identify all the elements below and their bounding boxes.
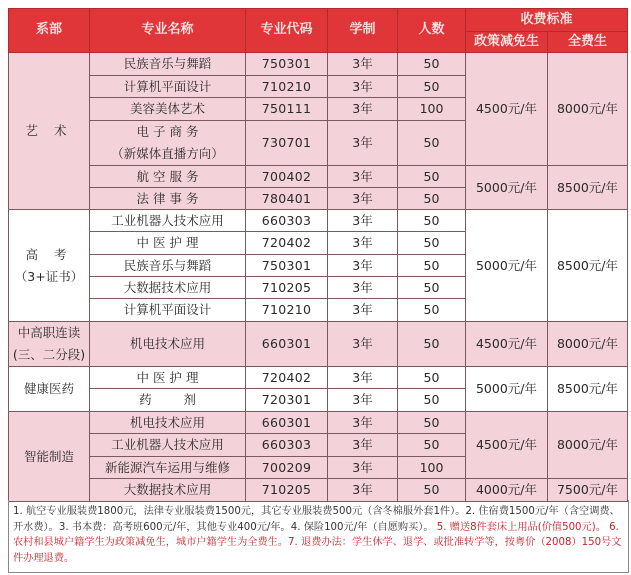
major-cell: 美容美体艺术 (90, 98, 246, 121)
count-cell: 50 (398, 53, 466, 76)
dept-label: 高 考 (25, 246, 73, 262)
code-cell: 750301 (246, 53, 328, 76)
duration-cell: 3年 (328, 412, 398, 434)
count-cell: 50 (398, 322, 466, 367)
count-cell: 50 (398, 479, 466, 502)
table-row (9, 166, 628, 188)
fee-full-cell: 8500元/年 (548, 166, 628, 210)
major-cell: 中 医 护 理 (90, 232, 246, 255)
major-cell: 计算机平面设计 (90, 299, 246, 322)
major-cell: 新能源汽车运用与维修 (90, 457, 246, 479)
major-cell: 工业机器人技术应用 (90, 434, 246, 457)
major-cell: 药 剂 (90, 389, 246, 412)
duration-cell: 3年 (328, 479, 398, 502)
duration-cell: 3年 (328, 166, 398, 188)
notes-policy-refund: 6. 农村和县城户籍学生为政策减免生，城市户籍学生为全费生。7. 退费办法：学生休学、退学、或批准转学等，按粤价（2008）150号文件办理退费。 (13, 521, 622, 564)
count-cell: 50 (398, 232, 466, 255)
code-cell: 710205 (246, 479, 328, 502)
fee-policy-cell: 4500元/年 (466, 412, 548, 479)
count-cell: 50 (398, 255, 466, 277)
code-cell: 720301 (246, 389, 328, 412)
notes-bedding: 5. 赠送8件套床上用品(价值500元)。 (436, 521, 606, 533)
count-cell: 50 (398, 188, 466, 210)
fee-full-cell: 7500元/年 (548, 479, 628, 502)
fee-policy-cell: 5000元/年 (466, 166, 548, 210)
fee-policy-cell: 4500元/年 (466, 322, 548, 367)
dept-sublabel: (三、二分段) (12, 347, 86, 362)
count-cell: 100 (398, 457, 466, 479)
major-cell: 中 医 护 理 (90, 367, 246, 389)
code-cell: 750301 (246, 255, 328, 277)
dept-cell (9, 322, 90, 367)
code-cell: 660301 (246, 322, 328, 367)
duration-cell: 3年 (328, 277, 398, 299)
count-cell: 50 (398, 210, 466, 232)
fee-full-cell: 8000元/年 (548, 412, 628, 479)
duration-cell: 3年 (328, 389, 398, 412)
code-cell: 720402 (246, 232, 328, 255)
major-cell: 计算机平面设计 (90, 76, 246, 98)
fee-full-cell: 8500元/年 (548, 367, 628, 412)
major-cell: 航 空 服 务 (90, 166, 246, 188)
count-cell: 50 (398, 277, 466, 299)
major-cell: 工业机器人技术应用 (90, 210, 246, 232)
dept-cell (9, 53, 90, 210)
duration-cell: 3年 (328, 255, 398, 277)
header-code: 专业代码 (246, 9, 328, 53)
code-cell: 660303 (246, 434, 328, 457)
dept-label: 中高职连读 (17, 325, 81, 340)
major-cell: 机电技术应用 (90, 322, 246, 367)
fee-policy-cell: 4000元/年 (466, 479, 548, 502)
major-cell: 民族音乐与舞蹈 (90, 53, 246, 76)
code-cell: 700209 (246, 457, 328, 479)
duration-cell: 3年 (328, 434, 398, 457)
code-cell: 710210 (246, 299, 328, 322)
duration-cell: 3年 (328, 367, 398, 389)
fee-full-cell: 8500元/年 (548, 210, 628, 322)
count-cell: 50 (398, 412, 466, 434)
header-duration: 学制 (328, 9, 398, 53)
code-cell: 660303 (246, 210, 328, 232)
count-cell: 50 (398, 389, 466, 412)
header-fee-group: 收费标准 (466, 9, 628, 32)
table-row (9, 367, 628, 389)
table-row (9, 322, 628, 367)
header-fee-policy: 政策减免生 (466, 32, 548, 53)
count-cell: 50 (398, 76, 466, 98)
major-label: 电 子 商 务 (136, 124, 199, 139)
count-cell: 50 (398, 299, 466, 322)
dept-cell (9, 210, 90, 322)
count-cell: 100 (398, 98, 466, 121)
major-cell: 大数据技术应用 (90, 277, 246, 299)
duration-cell: 3年 (328, 299, 398, 322)
duration-cell: 3年 (328, 121, 398, 166)
duration-cell: 3年 (328, 457, 398, 479)
code-cell: 700402 (246, 166, 328, 188)
count-cell: 50 (398, 367, 466, 389)
major-cell: 法 律 事 务 (90, 188, 246, 210)
fee-notes (8, 500, 629, 573)
header-dept: 系部 (9, 9, 90, 53)
header-major: 专业名称 (90, 9, 246, 53)
notes-general: 1. 航空专业服装费1800元，法律专业服装费1500元，其它专业服装费500元（含冬棉服外套1件）。2. 住宿费1500元/年（含空调费、开水费）。3. 书本费：高考班600元/年，其他专业400元/年。4. 保险100元/年（自愿购买）。 (13, 506, 620, 533)
duration-cell: 3年 (328, 210, 398, 232)
fee-table (8, 8, 628, 502)
fee-full-cell: 8000元/年 (548, 53, 628, 166)
table-row (9, 53, 628, 76)
major-sublabel: （新媒体直播方向） (111, 146, 224, 161)
table-row (9, 479, 628, 502)
dept-cell: 智能制造 (9, 412, 90, 502)
fee-policy-cell: 5000元/年 (466, 367, 548, 412)
header-count: 人数 (398, 9, 466, 53)
dept-cell: 健康医药 (9, 367, 90, 412)
code-cell: 660301 (246, 412, 328, 434)
fee-full-cell: 8000元/年 (548, 322, 628, 367)
code-cell: 710210 (246, 76, 328, 98)
code-cell: 720402 (246, 367, 328, 389)
table-row (9, 412, 628, 434)
duration-cell: 3年 (328, 188, 398, 210)
code-cell: 750111 (246, 98, 328, 121)
dept-label: 艺 术 (25, 123, 73, 139)
fee-policy-cell: 5000元/年 (466, 210, 548, 322)
code-cell: 730701 (246, 121, 328, 166)
duration-cell: 3年 (328, 76, 398, 98)
count-cell: 50 (398, 434, 466, 457)
table-row (9, 210, 628, 232)
major-cell: 机电技术应用 (90, 412, 246, 434)
duration-cell: 3年 (328, 322, 398, 367)
fee-policy-cell: 4500元/年 (466, 53, 548, 166)
major-cell (90, 121, 246, 166)
count-cell: 50 (398, 166, 466, 188)
major-cell: 民族音乐与舞蹈 (90, 255, 246, 277)
dept-sublabel: （3+证书） (14, 268, 84, 284)
major-cell: 大数据技术应用 (90, 479, 246, 502)
duration-cell: 3年 (328, 53, 398, 76)
count-cell: 50 (398, 121, 466, 166)
code-cell: 780401 (246, 188, 328, 210)
duration-cell: 3年 (328, 98, 398, 121)
header-fee-full: 全费生 (548, 32, 628, 53)
code-cell: 710205 (246, 277, 328, 299)
duration-cell: 3年 (328, 232, 398, 255)
